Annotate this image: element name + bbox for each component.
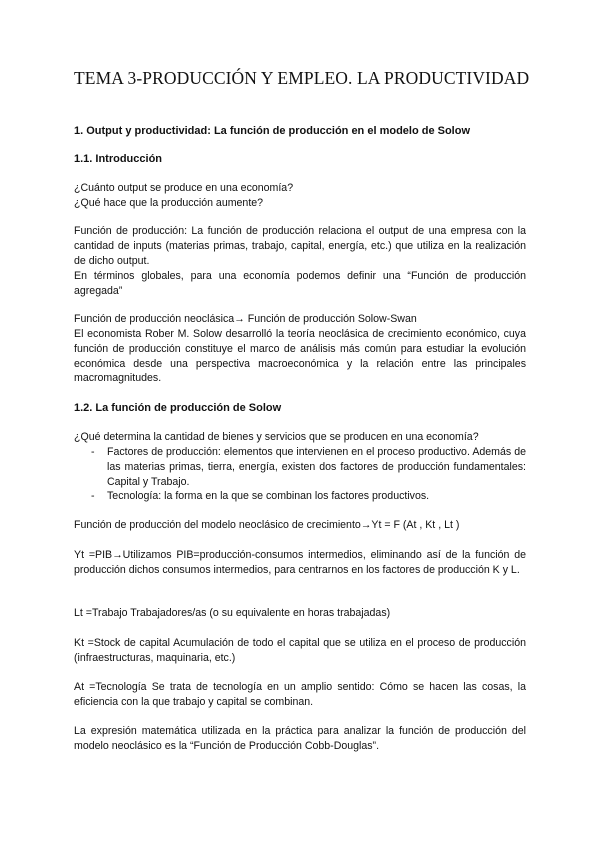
question-2: ¿Qué hace que la producción aumente? [74,197,264,209]
paragraph-production-function: Función de producción: La función de producción relaciona el output de una empresa con la cantidad de inputs (materias primas, trabajo, capital, energía, etc.) que utiliza en la realización de dicho output. [74,225,526,267]
section-heading-1: 1. Output y productividad: La función de producción en el modelo de Solow [74,125,471,137]
paragraph-model-formula: Función de producción del modelo neoclásico de crecimiento→Yt = F (At , Kt , Lt ) [74,519,460,531]
paragraph-cobb-douglas: La expresión matemática utilizada en la práctica para analizar la función de producción del modelo neoclásico es la “Función de Producción Cobb-Douglas”. [74,725,526,752]
factors-list [74,445,526,504]
bullet-dash: - [91,446,95,458]
section-heading-1-1: 1.1. Introducción [74,153,163,165]
paragraph-aggregate-function: En términos globales, para una economía podemos definir una “Función de producción agregada” [74,270,526,297]
paragraph-kt: Kt =Stock de capital Acumulación de todo el capital que se utiliza en el proceso de producción (infraestructuras, maquinaria, etc.) [74,637,526,664]
list-item [74,489,526,504]
paragraph-solow: El economista Rober M. Solow desarrolló la teoría neoclásica de crecimiento económico, cuya función de producción constituye el marco de análisis más común para estudiar la evolución económica desde una perspectiva macroeconómica y la relación entre las principales macromagnitudes. [74,328,526,385]
bullet-dash: - [91,490,95,503]
question-1: ¿Cuánto output se produce en una economía? [74,182,294,194]
section-heading-1-2: 1.2. La función de producción de Solow [74,402,282,414]
paragraph-yt: Yt =PIB→Utilizamos PIB=producción-consumos intermedios, eliminando así de la función de producción dichos consumos intermedios, para centrarnos en los factores de producción K y L. [74,549,526,576]
list-item [74,445,526,489]
paragraph-at: At =Tecnología Se trata de tecnología en un amplio sentido: Cómo se hacen las cosas, la eficiencia con la que trabajo y capital se combinan. [74,681,526,708]
page-title: TEMA 3-PRODUCCIÓN Y EMPLEO. LA PRODUCTIVIDAD [74,68,530,88]
paragraph-neoclassical: Función de producción neoclásica→ Función de producción Solow-Swan [74,313,417,325]
list-item-text: Tecnología: la forma en la que se combinan los factores productivos. [107,490,430,503]
list-item-text: Factores de producción: elementos que intervienen en el proceso productivo. Además de las materias primas, tierra, energía, existen dos factores de producción fundamentales: Capital y Trabajo. [107,446,526,488]
paragraph-lt: Lt =Trabajo Trabajadores/as (o su equivalente en horas trabajadas) [74,607,391,619]
question-goods-services: ¿Qué determina la cantidad de bienes y servicios que se producen en una economía? [74,431,479,443]
